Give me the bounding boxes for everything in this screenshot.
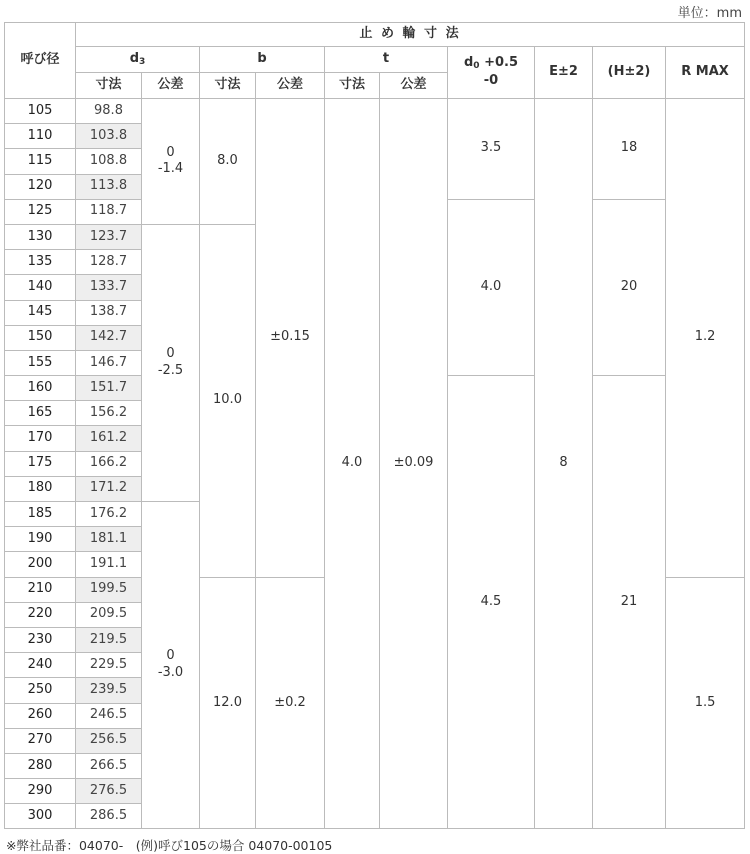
nominal-cell: 300 bbox=[5, 804, 76, 829]
d0-cell: 3.5 bbox=[448, 99, 535, 200]
d3-cell: 161.2 bbox=[76, 426, 142, 451]
d3-cell: 199.5 bbox=[76, 577, 142, 602]
header-b-tol: 公差 bbox=[256, 73, 325, 99]
header-r: R MAX bbox=[666, 47, 745, 99]
h-cell: 18 bbox=[593, 99, 666, 200]
nominal-cell: 130 bbox=[5, 224, 76, 249]
nominal-cell: 110 bbox=[5, 124, 76, 149]
t-tol-cell: ±0.09 bbox=[380, 99, 448, 829]
nominal-cell: 185 bbox=[5, 502, 76, 527]
header-group: 止 め 輪 寸 法 bbox=[76, 23, 745, 47]
d3-cell: 171.2 bbox=[76, 476, 142, 501]
d3-cell: 266.5 bbox=[76, 753, 142, 778]
d3-cell: 123.7 bbox=[76, 224, 142, 249]
nominal-cell: 165 bbox=[5, 401, 76, 426]
retaining-ring-dimension-table bbox=[4, 22, 745, 829]
t-dim-cell: 4.0 bbox=[325, 99, 380, 829]
e-cell: 8 bbox=[535, 99, 593, 829]
d0-cell: 4.5 bbox=[448, 376, 535, 829]
d3-cell: 151.7 bbox=[76, 376, 142, 401]
table-row bbox=[5, 99, 745, 124]
d3-tol-cell: 0 -3.0 bbox=[142, 502, 200, 829]
nominal-cell: 145 bbox=[5, 300, 76, 325]
nominal-cell: 140 bbox=[5, 275, 76, 300]
d3-cell: 181.1 bbox=[76, 527, 142, 552]
nominal-cell: 175 bbox=[5, 451, 76, 476]
d3-tol-cell: 0 -2.5 bbox=[142, 224, 200, 501]
unit-label: 単位：mm bbox=[677, 6, 742, 21]
d3-cell: 191.1 bbox=[76, 552, 142, 577]
nominal-cell: 210 bbox=[5, 577, 76, 602]
nominal-cell: 155 bbox=[5, 350, 76, 375]
d3-cell: 142.7 bbox=[76, 325, 142, 350]
d3-cell: 118.7 bbox=[76, 199, 142, 224]
d3-cell: 166.2 bbox=[76, 451, 142, 476]
header-d3-tol: 公差 bbox=[142, 73, 200, 99]
nominal-cell: 200 bbox=[5, 552, 76, 577]
header-b: b bbox=[200, 47, 325, 73]
d3-cell: 128.7 bbox=[76, 250, 142, 275]
r-cell: 1.2 bbox=[666, 99, 745, 578]
d3-cell: 176.2 bbox=[76, 502, 142, 527]
header-d0: $d_0 +0.5$ -0 bbox=[448, 47, 535, 99]
d3-cell: 256.5 bbox=[76, 728, 142, 753]
d3-cell: 156.2 bbox=[76, 401, 142, 426]
nominal-cell: 125 bbox=[5, 199, 76, 224]
nominal-cell: 240 bbox=[5, 653, 76, 678]
d3-cell: 98.8 bbox=[76, 99, 142, 124]
nominal-cell: 115 bbox=[5, 149, 76, 174]
b-tol-cell: ±0.15 bbox=[256, 99, 325, 578]
header-t: t bbox=[325, 47, 448, 73]
d3-cell: 103.8 bbox=[76, 124, 142, 149]
nominal-cell: 290 bbox=[5, 779, 76, 804]
nominal-cell: 270 bbox=[5, 728, 76, 753]
header-t-tol: 公差 bbox=[380, 73, 448, 99]
header-b-dim: 寸法 bbox=[200, 73, 256, 99]
header-e: E±2 bbox=[535, 47, 593, 99]
h-cell: 20 bbox=[593, 199, 666, 375]
nominal-cell: 105 bbox=[5, 99, 76, 124]
header-t-dim: 寸法 bbox=[325, 73, 380, 99]
header-nominal: 呼び径 bbox=[5, 23, 76, 99]
header-d3: $d_3$ bbox=[76, 47, 200, 73]
d3-cell: 219.5 bbox=[76, 627, 142, 652]
d3-cell: 138.7 bbox=[76, 300, 142, 325]
nominal-cell: 180 bbox=[5, 476, 76, 501]
header-d3-dim: 寸法 bbox=[76, 73, 142, 99]
nominal-cell: 260 bbox=[5, 703, 76, 728]
b-tol-cell: ±0.2 bbox=[256, 577, 325, 829]
d3-cell: 146.7 bbox=[76, 350, 142, 375]
d0-cell: 4.0 bbox=[448, 199, 535, 375]
d3-cell: 239.5 bbox=[76, 678, 142, 703]
b-dim-cell: 10.0 bbox=[200, 224, 256, 577]
d3-cell: 246.5 bbox=[76, 703, 142, 728]
nominal-cell: 250 bbox=[5, 678, 76, 703]
nominal-cell: 150 bbox=[5, 325, 76, 350]
b-dim-cell: 8.0 bbox=[200, 99, 256, 225]
nominal-cell: 230 bbox=[5, 627, 76, 652]
d3-tol-cell: 0 -1.4 bbox=[142, 99, 200, 225]
nominal-cell: 170 bbox=[5, 426, 76, 451]
nominal-cell: 190 bbox=[5, 527, 76, 552]
header-h: (H±2) bbox=[593, 47, 666, 99]
nominal-cell: 120 bbox=[5, 174, 76, 199]
d3-cell: 133.7 bbox=[76, 275, 142, 300]
d3-cell: 229.5 bbox=[76, 653, 142, 678]
r-cell: 1.5 bbox=[666, 577, 745, 829]
nominal-cell: 135 bbox=[5, 250, 76, 275]
nominal-cell: 280 bbox=[5, 753, 76, 778]
nominal-cell: 220 bbox=[5, 602, 76, 627]
nominal-cell: 160 bbox=[5, 376, 76, 401]
d3-cell: 276.5 bbox=[76, 779, 142, 804]
d3-cell: 209.5 bbox=[76, 602, 142, 627]
footnote: ※弊社品番：04070- (例)呼び105の場合 04070-00105 bbox=[6, 838, 333, 853]
b-dim-cell: 12.0 bbox=[200, 577, 256, 829]
d3-cell: 113.8 bbox=[76, 174, 142, 199]
d3-cell: 108.8 bbox=[76, 149, 142, 174]
h-cell: 21 bbox=[593, 376, 666, 829]
d3-cell: 286.5 bbox=[76, 804, 142, 829]
